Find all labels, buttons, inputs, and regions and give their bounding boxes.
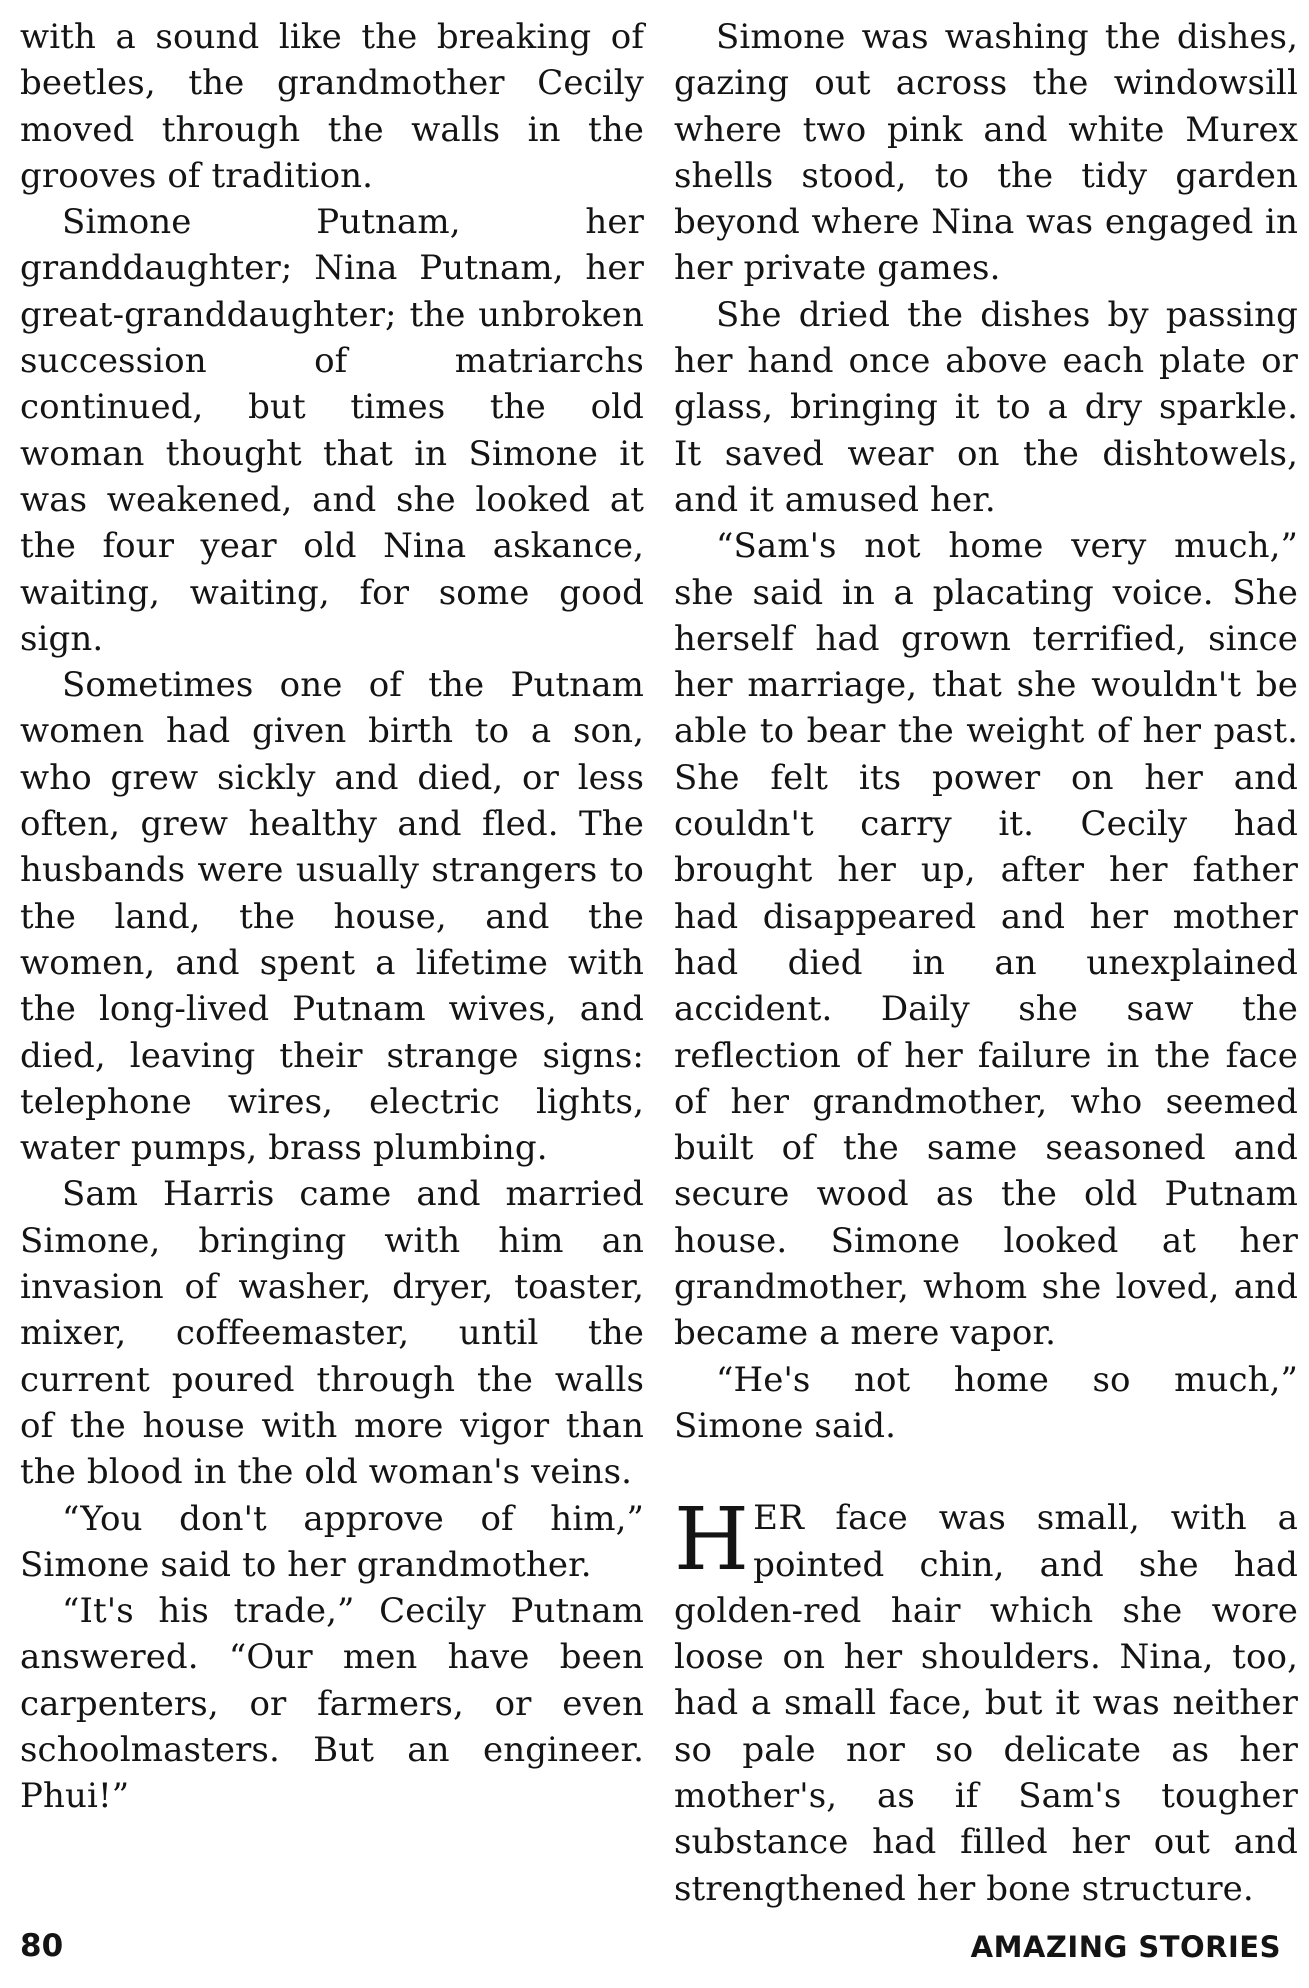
left-text-column	[20, 14, 644, 1820]
paragraph: “Sam's not home very much,” she said in a placating voice. She herself had grown terrified, since her marriage, that she wouldn't be able to bear the weight of her past. She felt its power on her and couldn't carry it. Cecily had brought her up, after her father had disappeared and her mother had died in an unexplained accident. Daily she saw the reflection of her failure in the face of her grandmother, who seemed built of the same seasoned and secure wood as the old Putnam house. Simone looked at her grandmother, whom she loved, and became a mere vapor.	[674, 526, 1298, 1354]
paragraph: Simone Putnam, her granddaughter; Nina Putnam, her great-granddaughter; the unbroken succession of matriarchs continued, but times the old woman thought that in Simone it was weakened, and she looked at the four year old Nina askance, waiting, waiting, for some good sign.	[20, 202, 644, 659]
lead-in-caps: ER	[753, 1498, 805, 1539]
paragraph: Simone was washing the dishes, gazing out across the windowsill where two pink and white Murex shells stood, to the tidy garden beyond where Nina was engaged in her private games.	[674, 17, 1298, 289]
paragraph-continued: with a sound like the breaking of beetles, the grandmother Cecily moved through the walls in the grooves of tradition.	[20, 17, 644, 196]
magazine-title: AMAZING STORIES	[970, 1930, 1281, 1964]
drop-cap: H	[674, 1490, 750, 1591]
paragraph: “You don't approve of him,” Simone said to her grandmother.	[20, 1498, 644, 1585]
section-opening-text: face was small, with a pointed chin, and she had golden-red hair which she wore loose on her shoulders. Nina, too, had a small face, but it was neither so pale nor so delicate as her mother's, as if Sam's tougher substance had filled her out and strengthened her bone structure.	[674, 1498, 1298, 1909]
paragraph: “He's not home so much,” Simone said.	[674, 1359, 1298, 1446]
section-opening-paragraph	[674, 1490, 1298, 1912]
paragraph: “It's his trade,” Cecily Putnam answered. “Our men have been carpenters, or farmers, or even schoolmasters. But an engineer. Phui!”	[20, 1591, 644, 1817]
paragraph: Sam Harris came and married Simone, bringing with him an invasion of washer, dryer, toaster, mixer, coffeemaster, until the current poured through the walls of the house with more vigor than the blood in the old woman's veins.	[20, 1174, 644, 1493]
page-number: 80	[20, 1928, 64, 1964]
section-break	[674, 1449, 1298, 1495]
paragraph: She dried the dishes by passing her hand once above each plate or glass, bringing it to a dry sparkle. It saved wear on the dishtowels, and it amused her.	[674, 294, 1298, 520]
right-text-column	[674, 14, 1298, 1912]
paragraph: Sometimes one of the Putnam women had given birth to a son, who grew sickly and died, or less often, grew healthy and fled. The husbands were usually strangers to the land, the house, and the women, and spent a lifetime with the long-lived Putnam wives, and died, leaving their strange signs: telephone wires, electric lights, water pumps, brass plumbing.	[20, 665, 644, 1169]
